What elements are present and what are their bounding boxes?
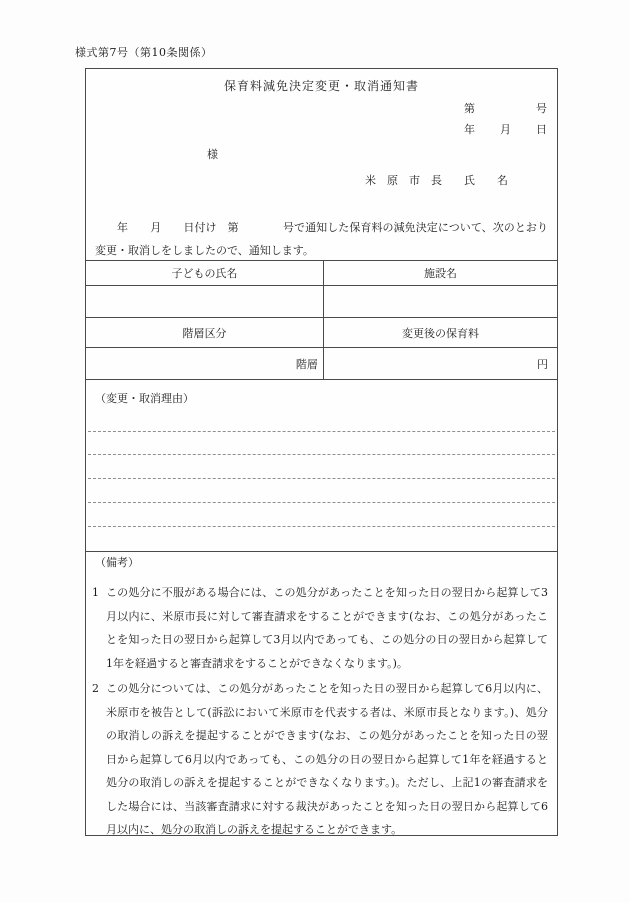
child-name-header: 子どもの氏名 [86, 261, 323, 286]
issuer-name: 米 原 市 長 氏 名 [365, 174, 508, 187]
fee-table [86, 260, 557, 380]
reason-write-line [88, 454, 555, 455]
reason-write-line [88, 526, 555, 527]
table-unit-row [86, 348, 557, 380]
remark-item-1 [91, 581, 548, 675]
document-number-field: 第 号 [464, 102, 548, 115]
remarks-label: （備考） [95, 556, 139, 569]
table-header-row [86, 318, 557, 348]
remark-text: この処分に不服がある場合には、この処分があったことを知った日の翌日から起算して3月以内に、米原市長に対して審査請求をすることができます(なお、この処分があったことを知った日の翌日から起算して3月以内であっても、この処分の日の翌日から起算して1年を経過すると審査請求をすることができなくなります。)。 [106, 586, 548, 670]
child-name-value-cell [86, 286, 323, 318]
remark-text: この処分については、この処分があったことを知った日の翌日から起算して6月以内に、米原市を被告として(訴訟において米原市を代表する者は、米原市長となります。)、処分の取消しの訴えを提起することができます(なお、この処分があったことを知った日の翌日から起算して6月以内であっても、この処分の日の翌日から起算して1年を経過すると処分の取消しの訴えを提起することができなくなります。)。ただし、上記1の審査請求をした場合には、当該審査請求に対する裁決があったことを知った日の翌日から起算して6月以内に、処分の取消しの訴えを提起することができます。 [106, 682, 548, 836]
reason-write-line [88, 478, 555, 479]
table-value-row [86, 286, 557, 318]
remark-item-2 [91, 677, 548, 842]
new-fee-header: 変更後の保育料 [323, 318, 557, 348]
change-reason-label: （変更・取消理由） [95, 392, 194, 405]
facility-name-header: 施設名 [323, 261, 557, 286]
reason-write-line [88, 502, 555, 503]
change-reason-section [86, 382, 557, 552]
notice-form [85, 68, 558, 836]
table-header-row [86, 261, 557, 286]
form-number-label: 様式第7号（第10条関係） [75, 46, 213, 59]
document-title: 保育料減免決定変更・取消通知書 [223, 79, 419, 93]
tier-category-header: 階層区分 [86, 318, 323, 348]
fee-value-cell: 円 [323, 348, 557, 380]
reason-write-line [88, 431, 555, 432]
addressee-field: 様 [207, 148, 218, 161]
tier-value-cell: 階層 [86, 348, 323, 380]
remark-number: 2 [92, 682, 99, 695]
remarks-section [86, 551, 557, 835]
remark-list [91, 581, 548, 842]
remark-number: 1 [92, 586, 99, 599]
issue-date-field: 年 月 日 [464, 123, 548, 136]
notice-body-text: 年 月 日付け 第 号で通知した保育料の減免決定について、次のとおり変更・取消しをしましたので、通知します。 [95, 221, 548, 257]
facility-name-value-cell [323, 286, 557, 318]
